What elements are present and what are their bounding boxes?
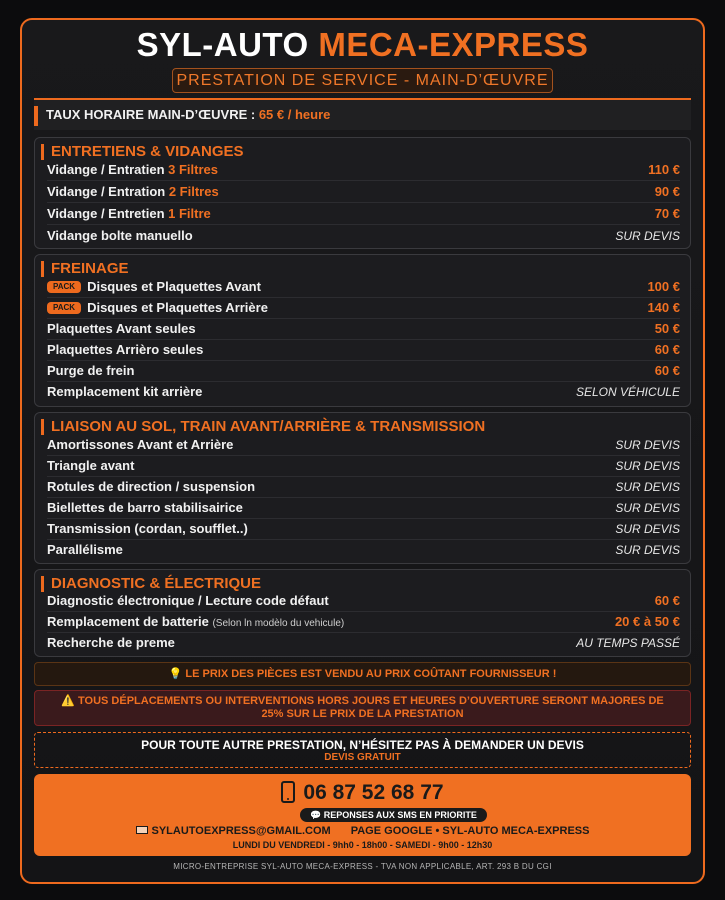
section-title: DIAGNOSTIC & ÉLECTRIQUE [41, 574, 261, 594]
price: 60 € [654, 342, 680, 357]
sms-badge: 💬 REPONSES AUX SMS EN PRIORITE [300, 808, 487, 822]
price: 60 € [654, 593, 680, 608]
section-title: ENTRETIENS & VIDANGES [41, 142, 244, 162]
list-item: Vidange bolte manuello SUR DEVIS [47, 226, 680, 247]
price: 70 € [654, 206, 680, 221]
price: 110 € [648, 162, 680, 177]
contact-panel [34, 774, 691, 856]
list-item: Remplacement kit arrière SELON VÉHICULE [47, 382, 680, 403]
section-entretiens [34, 137, 691, 249]
price: SUR DEVIS [615, 543, 680, 557]
section-freinage [34, 254, 691, 407]
section-title: FREINAGE [41, 259, 129, 279]
list-item: Plaquettes Avant seules 50 € [47, 319, 680, 340]
email-link[interactable]: SYLAUTOEXPRESS@GMAIL.COM [151, 825, 331, 837]
list-item: Vidange / Entretien 1 Filtre 70 € [47, 204, 680, 225]
price: SUR DEVIS [615, 459, 680, 473]
pack-badge: PACK [47, 281, 81, 293]
price: 90 € [654, 184, 680, 199]
list-item: Parallélisme SUR DEVIS [47, 540, 680, 561]
list-item: PACK Disques et Plaquettes Avant 100 € [47, 277, 680, 298]
phone-number[interactable]: 06 87 52 68 77 [303, 781, 444, 804]
mail-icon [136, 826, 148, 834]
price: 20 € à 50 € [614, 614, 680, 629]
parts-notice: 💡 LE PRIX DES PIÈCES EST VENDU AU PRIX COÛTANT FOURNISSEUR ! [34, 662, 691, 686]
phone-line[interactable] [34, 780, 691, 806]
list-item: Recherche de preme AU TEMPS PASSÉ [47, 633, 680, 654]
section-title: LIAISON AU SOL, TRAIN AVANT/ARRIÈRE & TRANSMISSION [41, 417, 485, 437]
price: AU TEMPS PASSÉ [576, 636, 680, 650]
list-item: Transmission (cordan, soufflet..) SUR DEVIS [47, 519, 680, 540]
phone-icon [281, 781, 295, 803]
list-item: Amortissones Avant et Arrière SUR DEVIS [47, 435, 680, 456]
contact-links [34, 824, 691, 838]
list-item: Remplacement de batterie (Selon ln modèlo du vehicule) 20 € à 50 € [47, 612, 680, 633]
chat-icon: 💬 [310, 810, 322, 820]
legal-footer: MICRO-ENTREPRISE SYL-AUTO MECA-EXPRESS - TVA NON APPLICABLE, ART. 293 B DU CGI [173, 862, 552, 871]
section-liaison-sol [34, 412, 691, 564]
price: SUR DEVIS [615, 501, 680, 515]
list-item: Plaquettes Arrièro seules 60 € [47, 340, 680, 361]
list-item: Vidange / Entration 2 Filtres 90 € [47, 182, 680, 203]
price: SUR DEVIS [615, 438, 680, 452]
list-item: Biellettes de barro stabilisairice SUR DEVIS [47, 498, 680, 519]
list-item: Triangle avant SUR DEVIS [47, 456, 680, 477]
warning-icon: ⚠️ [61, 695, 75, 707]
quote-notice: POUR TOUTE AUTRE PRESTATION, N’HÉSITEZ PAS À DEMANDER UN DEVIS DEVIS GRATUIT [34, 732, 691, 768]
section-diagnostic [34, 569, 691, 657]
title-orange: MECA-EXPRESS [318, 26, 589, 63]
price: 100 € [647, 279, 680, 294]
price: SUR DEVIS [615, 522, 680, 536]
list-item: Rotules de direction / suspension SUR DEVIS [47, 477, 680, 498]
price: SUR DEVIS [615, 480, 680, 494]
google-page-link[interactable]: PAGE GOOGLE • SYL-AUTO MECA-EXPRESS [350, 825, 590, 837]
list-item: PACK Disques et Plaquettes Arrière 140 € [47, 298, 680, 319]
opening-hours: LUNDI DU VENDREDI - 9hh0 - 18h00 - SAMEDI - 9h00 - 12h30 [232, 840, 493, 850]
hourly-rate-value: 65 € / heure [258, 107, 331, 122]
page-title [0, 26, 725, 64]
pack-badge: PACK [47, 302, 81, 314]
travel-surcharge-notice: ⚠️ TOUS DÉPLACEMENTS OU INTERVENTIONS HORS JOURS ET HEURES D’OUVERTURE SERONT MAJORES DE 25% SUR LE PRIX DE LA PRESTATION [34, 690, 691, 726]
list-item: Diagnostic électronique / Lecture code défaut 60 € [47, 591, 680, 612]
hourly-rate-label: TAUX HORAIRE MAIN-D’ŒUVRE : [46, 107, 256, 122]
list-item: Purge de frein 60 € [47, 361, 680, 382]
title-white: SYL-AUTO [136, 26, 309, 63]
price: SELON VÉHICULE [575, 385, 680, 399]
lightbulb-icon: 💡 [168, 668, 183, 680]
list-item: Vidange / Entratien 3 Filtres 110 € [47, 160, 680, 181]
price: 50 € [654, 321, 680, 336]
price: 140 € [647, 300, 680, 315]
hourly-rate-bar [34, 98, 691, 130]
price: 60 € [654, 363, 680, 378]
subtitle-badge: PRESTATION DE SERVICE - MAIN-D’ŒUVRE [172, 68, 553, 93]
price: SUR DEVIS [615, 229, 680, 243]
